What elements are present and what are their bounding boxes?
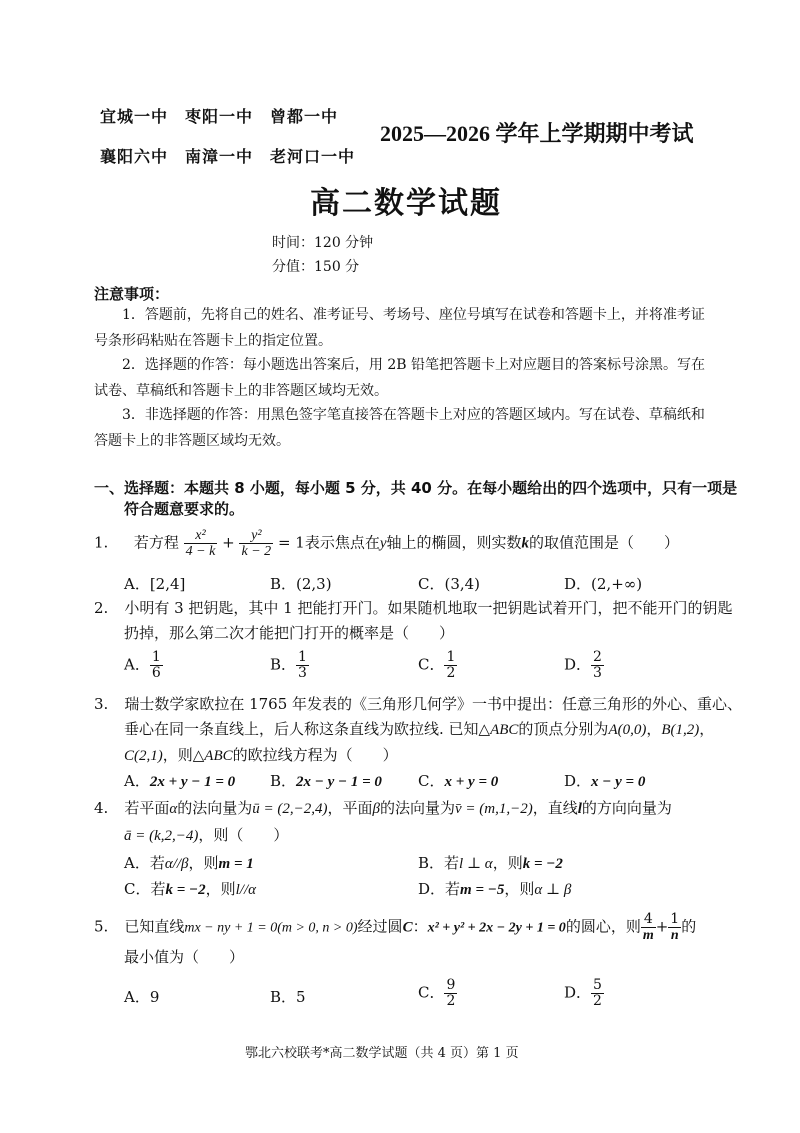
equation-rhs: = 1	[277, 533, 305, 552]
notice-item-1: 1．答题前，先将自己的姓名、准考证号、考场号、座位号填写在试卷和答题卡上，并将准考证号条形码粘贴在答题卡上的指定位置。	[94, 307, 705, 349]
question-text: 瑞士数学家欧拉在 1765 年发表的《三角形几何学》一书中提出：任意三角形的外心、重心、	[124, 695, 743, 713]
question-number: 2.	[94, 599, 109, 617]
math-var: y	[379, 535, 387, 552]
question-2-cont: 扔掉，那么第二次才能把门打开的概率是（ ）	[124, 624, 455, 642]
page-title: 高二数学试题	[310, 186, 502, 221]
q5-option-b: B．5	[270, 988, 306, 1006]
question-1	[94, 528, 679, 559]
q2-option-c: C． $\frac{1}{2}$	[418, 649, 456, 681]
q5-option-c: C． $\frac{9}{2}$	[418, 977, 456, 1009]
exam-title: 2025—2026 学年上学期期中考试	[380, 121, 694, 146]
q3-option-d: D．x − y = 0	[564, 772, 646, 790]
q2-option-b: B． $\frac{1}{3}$	[270, 649, 307, 681]
question-3-cont2: C(2,1)，则△ABC的欧拉线方程为（ ）	[124, 746, 398, 764]
q5-option-a: A．9	[124, 988, 160, 1006]
question-2	[94, 597, 732, 618]
q2-option-d: D． $\frac{2}{3}$	[564, 649, 602, 681]
section-heading-cont: 符合题意要求的。	[124, 500, 245, 518]
q1-option-c: C．(3,4)	[418, 575, 481, 593]
q4-option-a: A．若α//β，则m = 1	[124, 854, 254, 872]
notice-item-3: 3．非选择题的作答：用黑色签字笔直接答在答题卡上对应的答题区域内。写在试卷、草稿纸和答题卡上的非答题区域均无效。	[94, 407, 705, 449]
question-text: 的取值范围是（ ）	[529, 533, 680, 552]
q1-option-d: D．(2,+∞)	[564, 575, 643, 593]
question-number: 1.	[94, 533, 109, 552]
page-footer: 鄂北六校联考*高二数学试题（共 4 页）第 1 页	[245, 1046, 519, 1061]
school-list-row1: 宜城一中 枣阳一中 曾都一中	[100, 107, 339, 126]
math-var: k	[521, 535, 530, 552]
question-number: 3.	[94, 695, 109, 713]
exam-score: 分值：150 分	[272, 259, 360, 275]
q3-option-a: A．2x + y − 1 = 0	[124, 772, 236, 790]
q1-option-b: B．(2,3)	[270, 575, 332, 593]
q4-option-d: D．若m = −5，则α ⊥ β	[418, 880, 572, 898]
question-text: 若方程	[133, 533, 179, 552]
q2-option-a: A． $\frac{1}{6}$	[124, 649, 161, 681]
notice-heading: 注意事项：	[94, 285, 170, 303]
question-number: 5.	[94, 917, 109, 936]
section-heading: 一、选择题：本题共 8 小题，每小题 5 分，共 40 分。在每小题给出的四个选项中，只有一项是	[94, 479, 738, 497]
fraction: $\frac{\text{x²}}{4 - k}$	[185, 528, 216, 559]
question-text: 轴上的椭圆，则实数	[386, 533, 522, 552]
question-number: 4.	[94, 799, 109, 817]
q3-option-c: C．x + y = 0	[418, 772, 499, 790]
question-4: 4. 若平面α的法向量为ū = (2,−2,4)，平面β的法向量为v̄ = (m,1,−2)，直线l的方向向量为	[94, 799, 672, 817]
question-5-cont: 最小值为（ ）	[124, 948, 245, 966]
notice-item-2: 2．选择题的作答：每小题选出答案后，用 2B 铅笔把答题卡上对应题目的答案标号涂黑。写在试卷、草稿纸和答题卡上的非答题区域均无效。	[94, 357, 706, 399]
q3-option-b: B．2x − y − 1 = 0	[270, 772, 382, 790]
question-text: 表示焦点在	[304, 533, 380, 552]
q4-option-c: C．若k = −2，则l//α	[124, 880, 257, 898]
question-text: 小明有 3 把钥匙，其中 1 把能打开门。如果随机地取一把钥匙试着开门，把不能开门的钥匙	[124, 599, 733, 617]
q4-option-b: B．若l ⊥ α，则k = −2	[418, 854, 563, 872]
question-4-cont: ā = (k,2,−4)，则（ ）	[124, 826, 289, 844]
operator: +	[222, 533, 235, 552]
q1-option-a: A．[2,4]	[124, 575, 186, 593]
question-3	[94, 693, 742, 714]
question-3-cont: 垂心在同一条直线上，后人称这条直线为欧拉线. 已知△ABC的顶点分别为A(0,0)，B(1,2)，	[124, 720, 715, 738]
school-list-row2: 襄阳六中 南漳一中 老河口一中	[100, 147, 356, 166]
question-5: 5. 已知直线mx − ny + 1 = 0(m > 0, n > 0)经过圆C：x² + y² + 2x − 2y + 1 = 0的圆心，则 $\frac{4}{m}$ + $\frac{1}{n}$ 的	[94, 911, 697, 943]
exam-time: 时间：120 分钟	[272, 235, 374, 251]
q5-option-d: D． $\frac{5}{2}$	[564, 977, 602, 1009]
fraction: $\frac{\text{y²}}{k - 2}$	[241, 528, 272, 559]
